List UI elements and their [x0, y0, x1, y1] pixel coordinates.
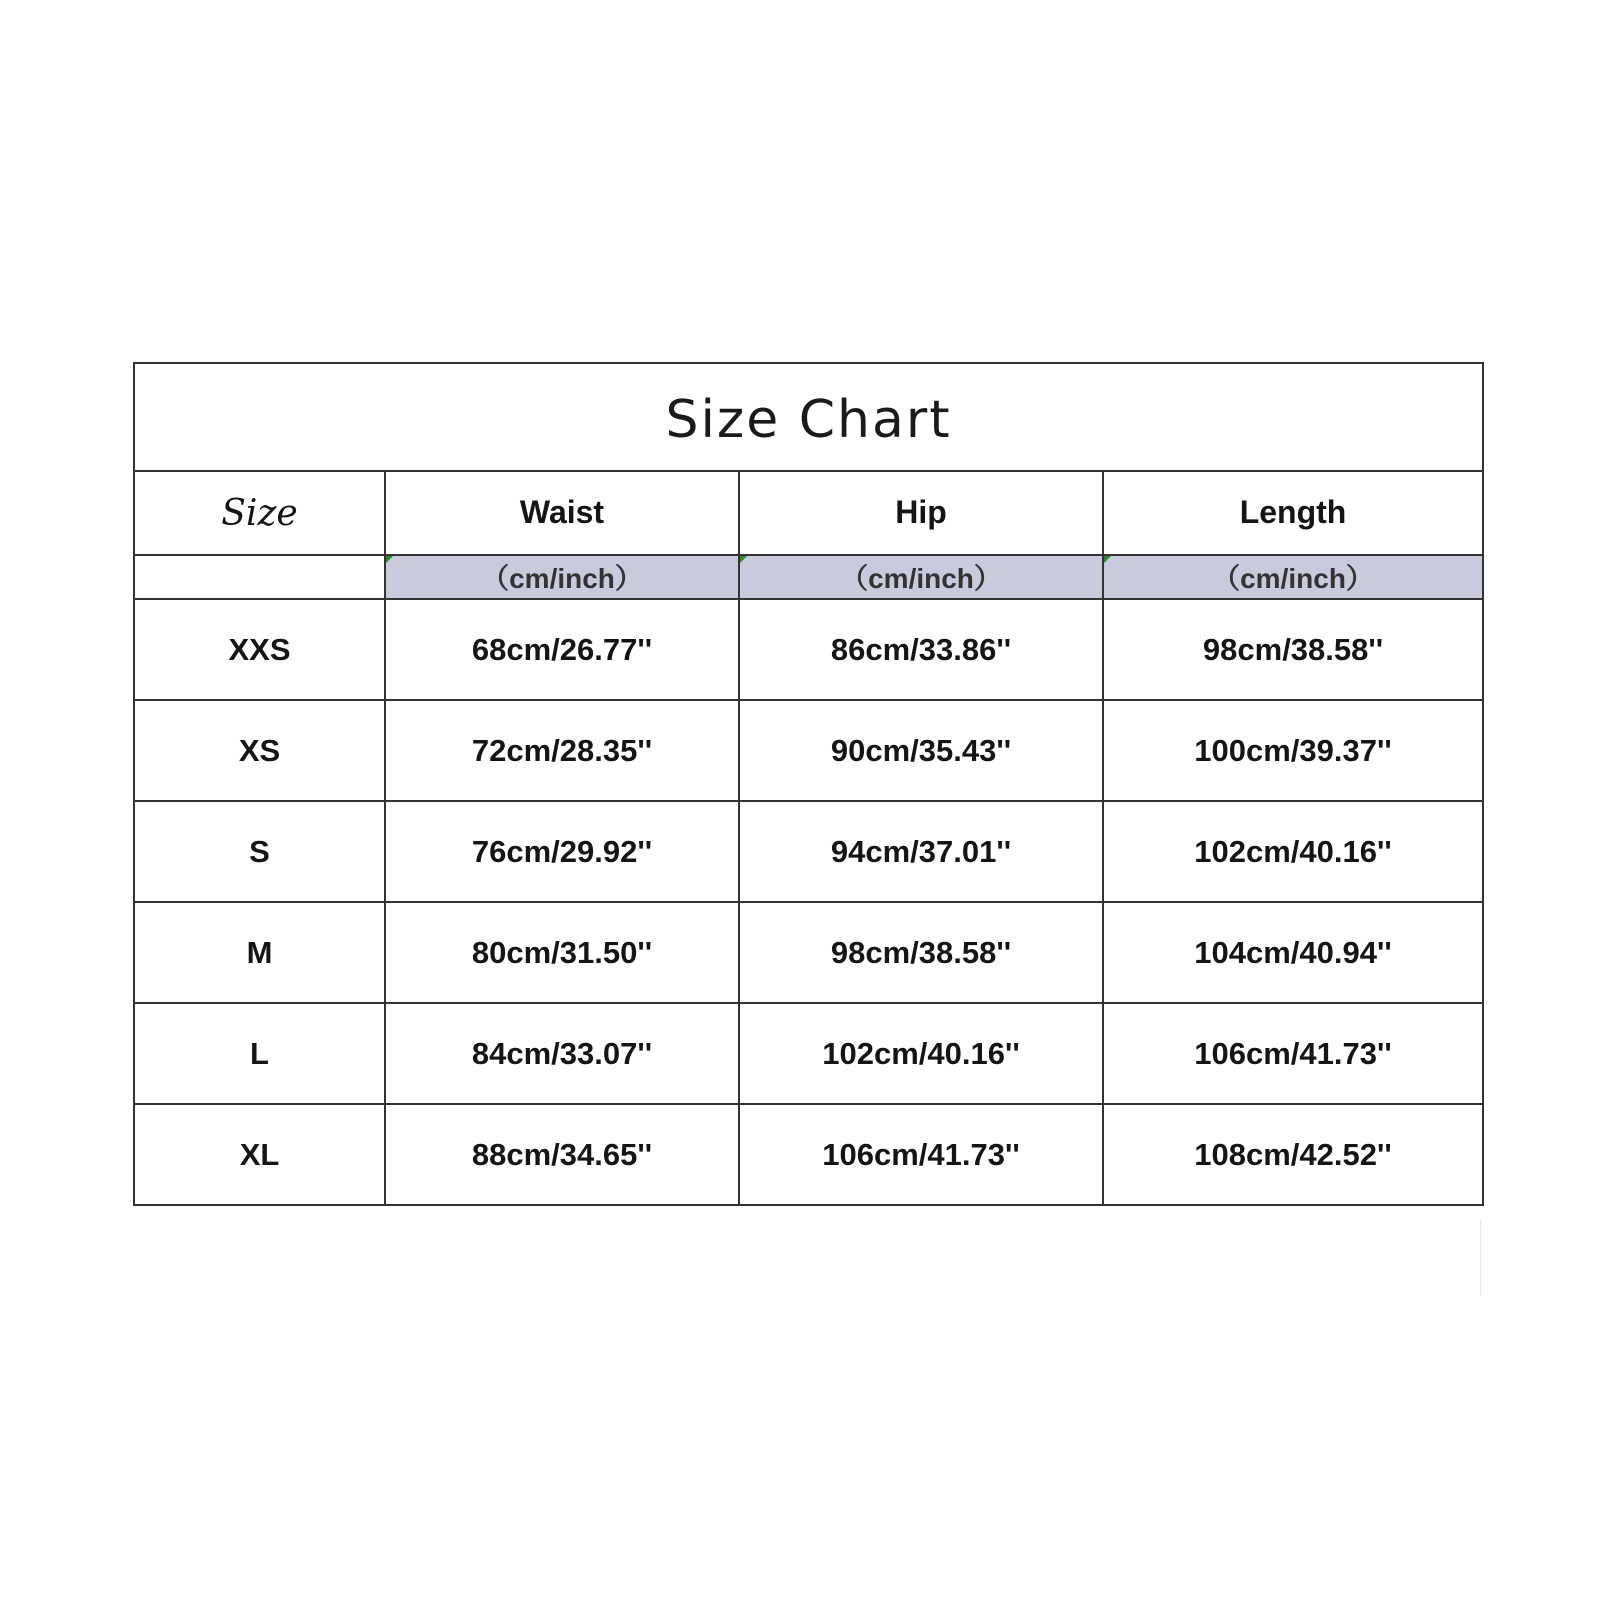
hip-cell: 98cm/38.58'' [739, 902, 1103, 1003]
length-cell: 100cm/39.37'' [1103, 700, 1483, 801]
length-cell: 108cm/42.52'' [1103, 1104, 1483, 1205]
table-row [134, 1003, 1483, 1104]
size-cell: XL [134, 1104, 385, 1205]
table-row [134, 700, 1483, 801]
header-size: Size [134, 471, 385, 555]
hip-cell: 102cm/40.16'' [739, 1003, 1103, 1104]
table-row [134, 1104, 1483, 1205]
title-row [134, 363, 1483, 471]
table-row [134, 801, 1483, 902]
size-cell: M [134, 902, 385, 1003]
header-waist: Waist [385, 471, 739, 555]
length-cell: 106cm/41.73'' [1103, 1003, 1483, 1104]
unit-row [134, 555, 1483, 599]
chart-title: Size Chart [134, 363, 1483, 471]
corner-mark [386, 556, 393, 563]
size-cell: XXS [134, 599, 385, 700]
header-hip: Hip [739, 471, 1103, 555]
hip-cell: 86cm/33.86'' [739, 599, 1103, 700]
hip-cell: 94cm/37.01'' [739, 801, 1103, 902]
unit-blank-cell [134, 555, 385, 599]
unit-cell-length [1103, 555, 1483, 599]
length-cell: 104cm/40.94'' [1103, 902, 1483, 1003]
table-row [134, 902, 1483, 1003]
unit-label-hip: （cm/inch） [840, 563, 1002, 594]
waist-cell: 72cm/28.35'' [385, 700, 739, 801]
header-length: Length [1103, 471, 1483, 555]
table-row [134, 599, 1483, 700]
waist-cell: 68cm/26.77'' [385, 599, 739, 700]
unit-label-waist: （cm/inch） [481, 563, 643, 594]
waist-cell: 84cm/33.07'' [385, 1003, 739, 1104]
waist-cell: 88cm/34.65'' [385, 1104, 739, 1205]
corner-mark [1104, 556, 1111, 563]
faint-divider-line [1480, 1220, 1481, 1295]
size-cell: XS [134, 700, 385, 801]
unit-cell-hip [739, 555, 1103, 599]
hip-cell: 106cm/41.73'' [739, 1104, 1103, 1205]
unit-cell-waist [385, 555, 739, 599]
corner-mark [740, 556, 747, 563]
size-cell: L [134, 1003, 385, 1104]
unit-label-length: （cm/inch） [1212, 563, 1374, 594]
length-cell: 98cm/38.58'' [1103, 599, 1483, 700]
waist-cell: 76cm/29.92'' [385, 801, 739, 902]
header-row [134, 471, 1483, 555]
hip-cell: 90cm/35.43'' [739, 700, 1103, 801]
size-cell: S [134, 801, 385, 902]
size-chart-table [133, 362, 1484, 1206]
waist-cell: 80cm/31.50'' [385, 902, 739, 1003]
length-cell: 102cm/40.16'' [1103, 801, 1483, 902]
